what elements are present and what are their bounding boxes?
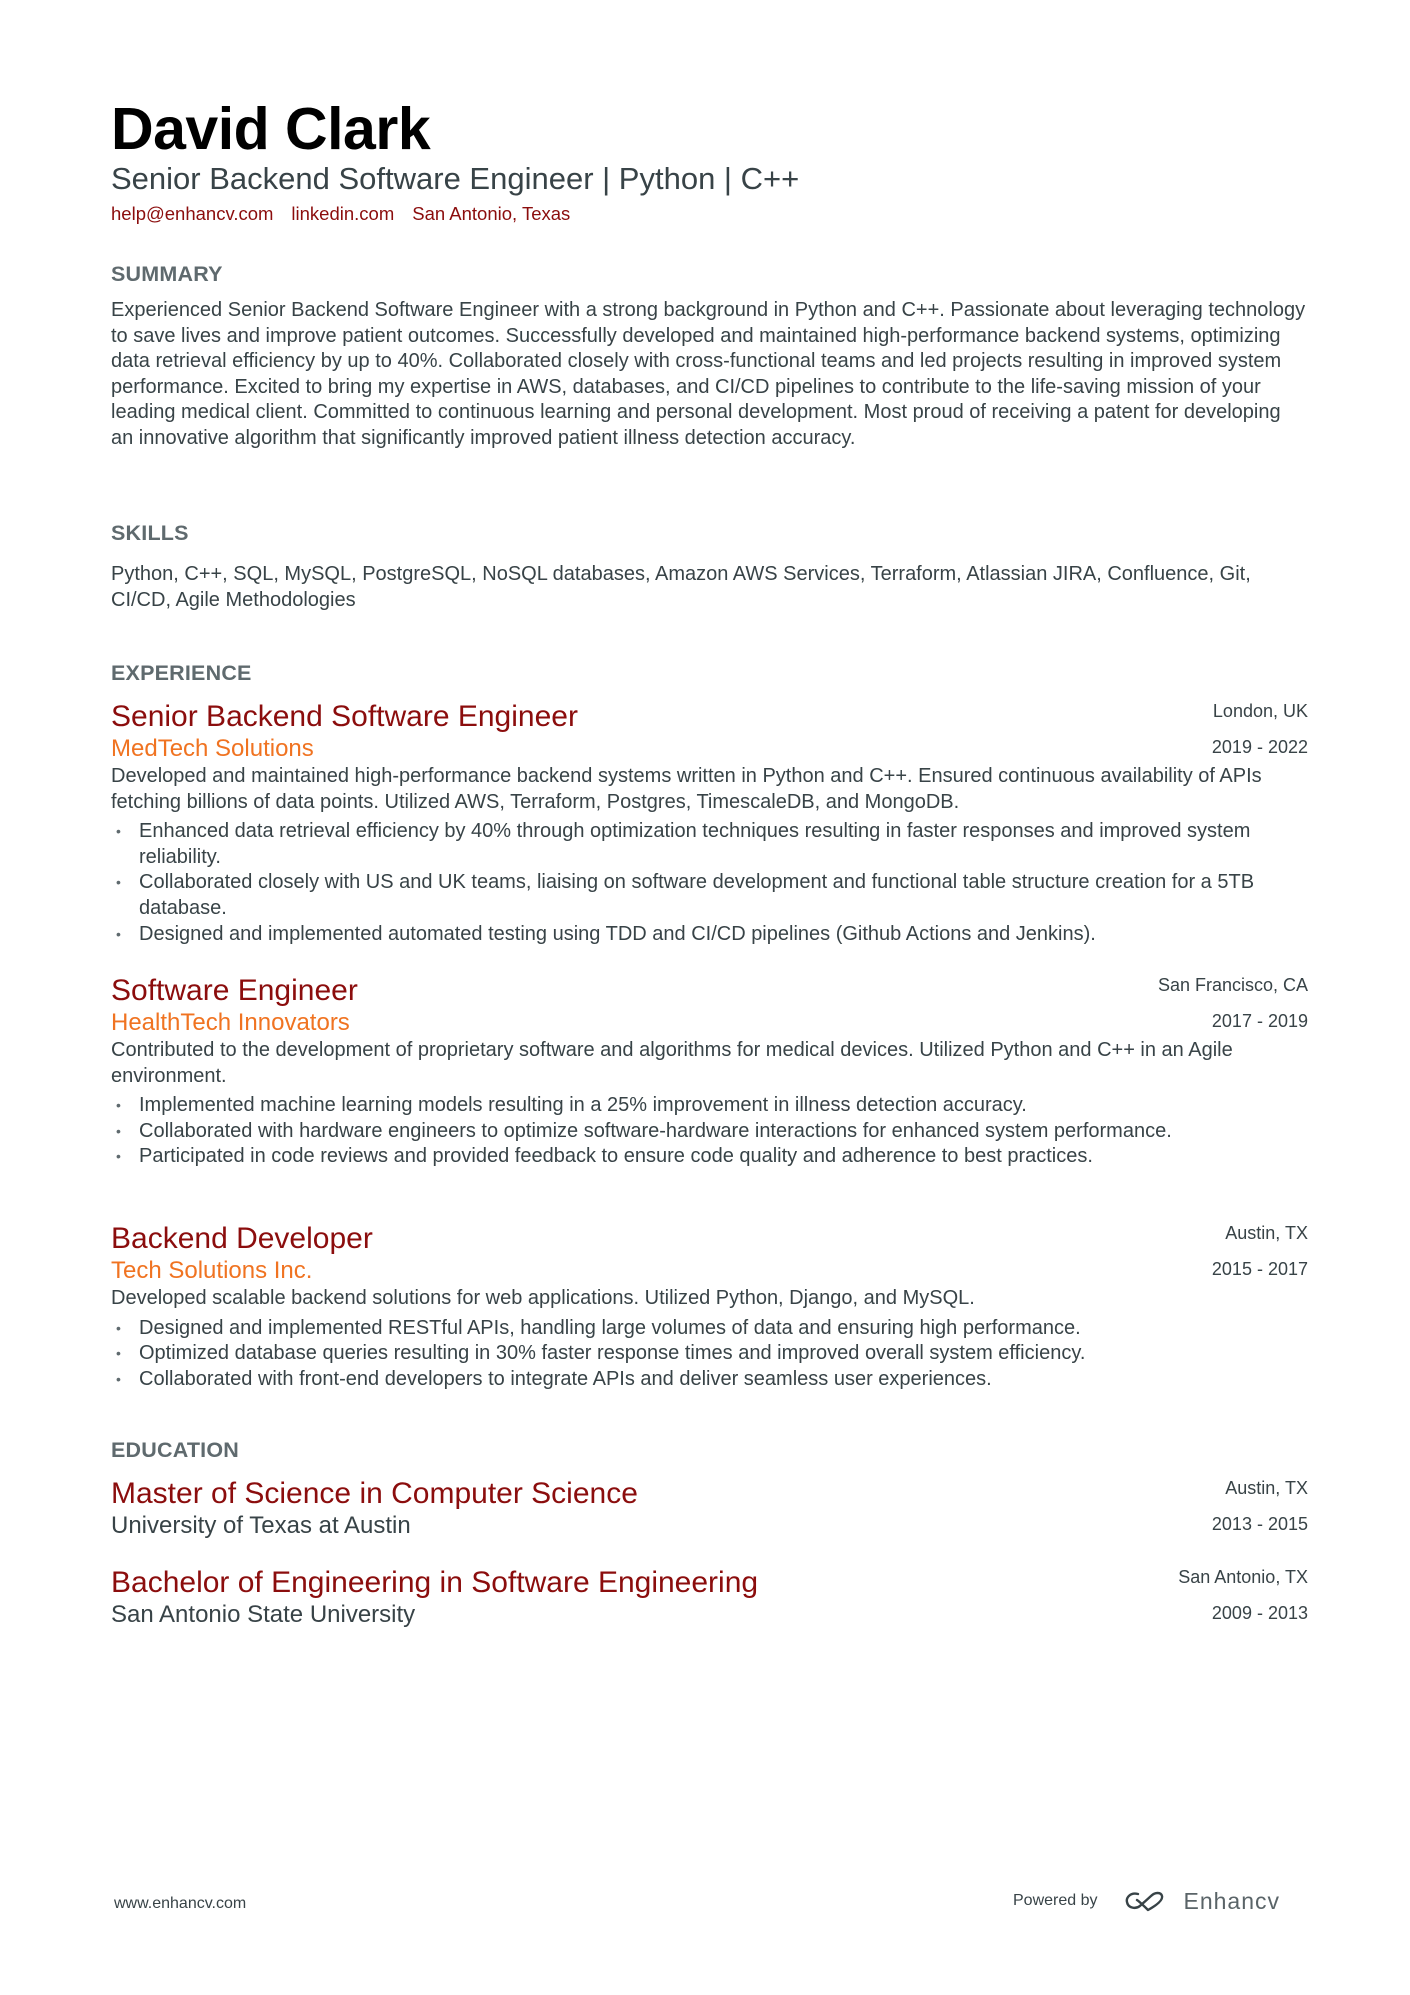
- contact-email-link[interactable]: help@enhancv.com: [111, 203, 274, 224]
- job-bullet: • Optimized database queries resulting in 30% faster response times and improved overall system efficiency.: [111, 1341, 1308, 1367]
- job-title: Senior Backend Software Engineer: [111, 700, 578, 733]
- contact-location: San Antonio, Texas: [412, 203, 571, 224]
- bullet-dot-icon: •: [116, 925, 121, 942]
- enhancv-brand: Enhancv: [1183, 1887, 1281, 1914]
- job-description: Developed scalable backend solutions for web applications. Utilized Python, Django, and MySQL.: [111, 1287, 975, 1309]
- job-bullet: • Designed and implemented RESTful APIs, handling large volumes of data and ensuring high performance.: [111, 1316, 1308, 1342]
- job-company: Tech Solutions Inc.: [111, 1257, 313, 1284]
- job-location: Austin, TX: [1225, 1223, 1308, 1243]
- bullet-dot-icon: •: [116, 1319, 121, 1336]
- summary-text: Experienced Senior Backend Software Engineer with a strong background in Python and C++. Passionate about leveraging technology to save lives and improve patient outcomes. Successfully developed and maintained high-performance backend systems, optimizing data retrieval efficiency by up to 40%. Collaborated closely with cross-functional teams and led projects resulting in improved system performance. Excited to bring my expertise in AWS, databases, and CI/CD pipelines to contribute to the life-saving mission of your leading medical client. Committed to continuous learning and personal development. Most proud of receiving a patent for developing an innovative algorithm that significantly improved patient illness detection accuracy.: [111, 299, 1306, 449]
- job-company: MedTech Solutions: [111, 735, 314, 762]
- job-bullets: [111, 1093, 1308, 1170]
- footer-branding[interactable]: [1013, 1884, 1280, 1918]
- job-location: London, UK: [1212, 701, 1308, 721]
- job-dates: 2019 - 2022: [1211, 737, 1308, 757]
- experience-entry: [111, 1222, 1308, 1392]
- job-bullets: [111, 819, 1308, 947]
- job-description: Contributed to the development of proprietary software and algorithms for medical devices. Utilized Python and C++ in an Agile environment.: [111, 1039, 1233, 1087]
- candidate-name: David Clark: [111, 96, 431, 162]
- bullet-dot-icon: •: [116, 874, 121, 891]
- job-company: HealthTech Innovators: [111, 1009, 350, 1036]
- candidate-headline: Senior Backend Software Engineer | Python | C++: [111, 161, 800, 196]
- job-bullet: • Enhanced data retrieval efficiency by 40% through optimization techniques resulting in faster responses and improved system reliability.: [116, 820, 1251, 868]
- school-name: University of Texas at Austin: [111, 1512, 411, 1539]
- job-title: Software Engineer: [111, 974, 358, 1007]
- degree-title: Bachelor of Engineering in Software Engineering: [111, 1566, 759, 1599]
- job-bullets: [111, 1316, 1308, 1393]
- experience-heading: EXPERIENCE: [111, 661, 252, 685]
- skills-text: Python, C++, SQL, MySQL, PostgreSQL, NoSQL databases, Amazon AWS Services, Terraform, Atlassian JIRA, Confluence, Git, CI/CD, Agile Methodologies: [111, 563, 1251, 611]
- footer-website-link[interactable]: www.enhancv.com: [114, 1895, 247, 1912]
- job-bullet: • Participated in code reviews and provided feedback to ensure code quality and adherence to best practices.: [111, 1144, 1308, 1170]
- education-dates: 2009 - 2013: [1211, 1603, 1308, 1623]
- contact-linkedin-link[interactable]: linkedin.com: [291, 203, 395, 224]
- job-location: San Francisco, CA: [1157, 975, 1308, 995]
- job-bullet: • Implemented machine learning models resulting in a 25% improvement in illness detection accuracy.: [111, 1093, 1308, 1119]
- bullet-dot-icon: •: [116, 1345, 121, 1362]
- skills-heading: SKILLS: [111, 521, 189, 545]
- enhancv-logo-icon: [1124, 1889, 1172, 1913]
- education-dates: 2013 - 2015: [1211, 1514, 1308, 1534]
- school-name: San Antonio State University: [111, 1601, 416, 1628]
- job-dates: 2015 - 2017: [1211, 1259, 1308, 1279]
- job-dates: 2017 - 2019: [1211, 1011, 1308, 1031]
- job-bullet: • Designed and implemented automated testing using TDD and CI/CD pipelines (Github Actions and Jenkins).: [111, 922, 1308, 948]
- job-bullet: • Collaborated with front-end developers to integrate APIs and deliver seamless user experiences.: [111, 1367, 1308, 1393]
- job-bullet: • Collaborated closely with US and UK teams, liaising on software development and functional table structure creation for a 5TB database.: [116, 871, 1255, 919]
- education-location: San Antonio, TX: [1178, 1567, 1308, 1587]
- bullet-dot-icon: •: [116, 1148, 121, 1165]
- education-entry: [111, 1477, 1308, 1541]
- summary-heading: SUMMARY: [111, 262, 223, 286]
- bullet-dot-icon: •: [116, 1097, 121, 1114]
- powered-by-label: Powered by: [1013, 1892, 1098, 1909]
- bullet-dot-icon: •: [116, 1122, 121, 1139]
- bullet-dot-icon: •: [116, 1370, 121, 1387]
- education-heading: EDUCATION: [111, 1438, 240, 1462]
- contact-info: [111, 202, 588, 226]
- bullet-dot-icon: •: [116, 823, 121, 840]
- experience-entry: [111, 974, 1308, 1170]
- job-title: Backend Developer: [111, 1222, 373, 1255]
- education-location: Austin, TX: [1225, 1478, 1308, 1498]
- degree-title: Master of Science in Computer Science: [111, 1477, 638, 1510]
- experience-entry: [111, 700, 1308, 947]
- job-bullet: • Collaborated with hardware engineers to optimize software-hardware interactions for enhanced system performance.: [111, 1119, 1308, 1145]
- education-entry: [111, 1566, 1308, 1630]
- job-description: Developed and maintained high-performance backend systems written in Python and C++. Ensured continuous availability of APIs fetching billions of data points. Utilized AWS, Terraform, Postgres, TimescaleDB, and MongoDB.: [111, 765, 1262, 813]
